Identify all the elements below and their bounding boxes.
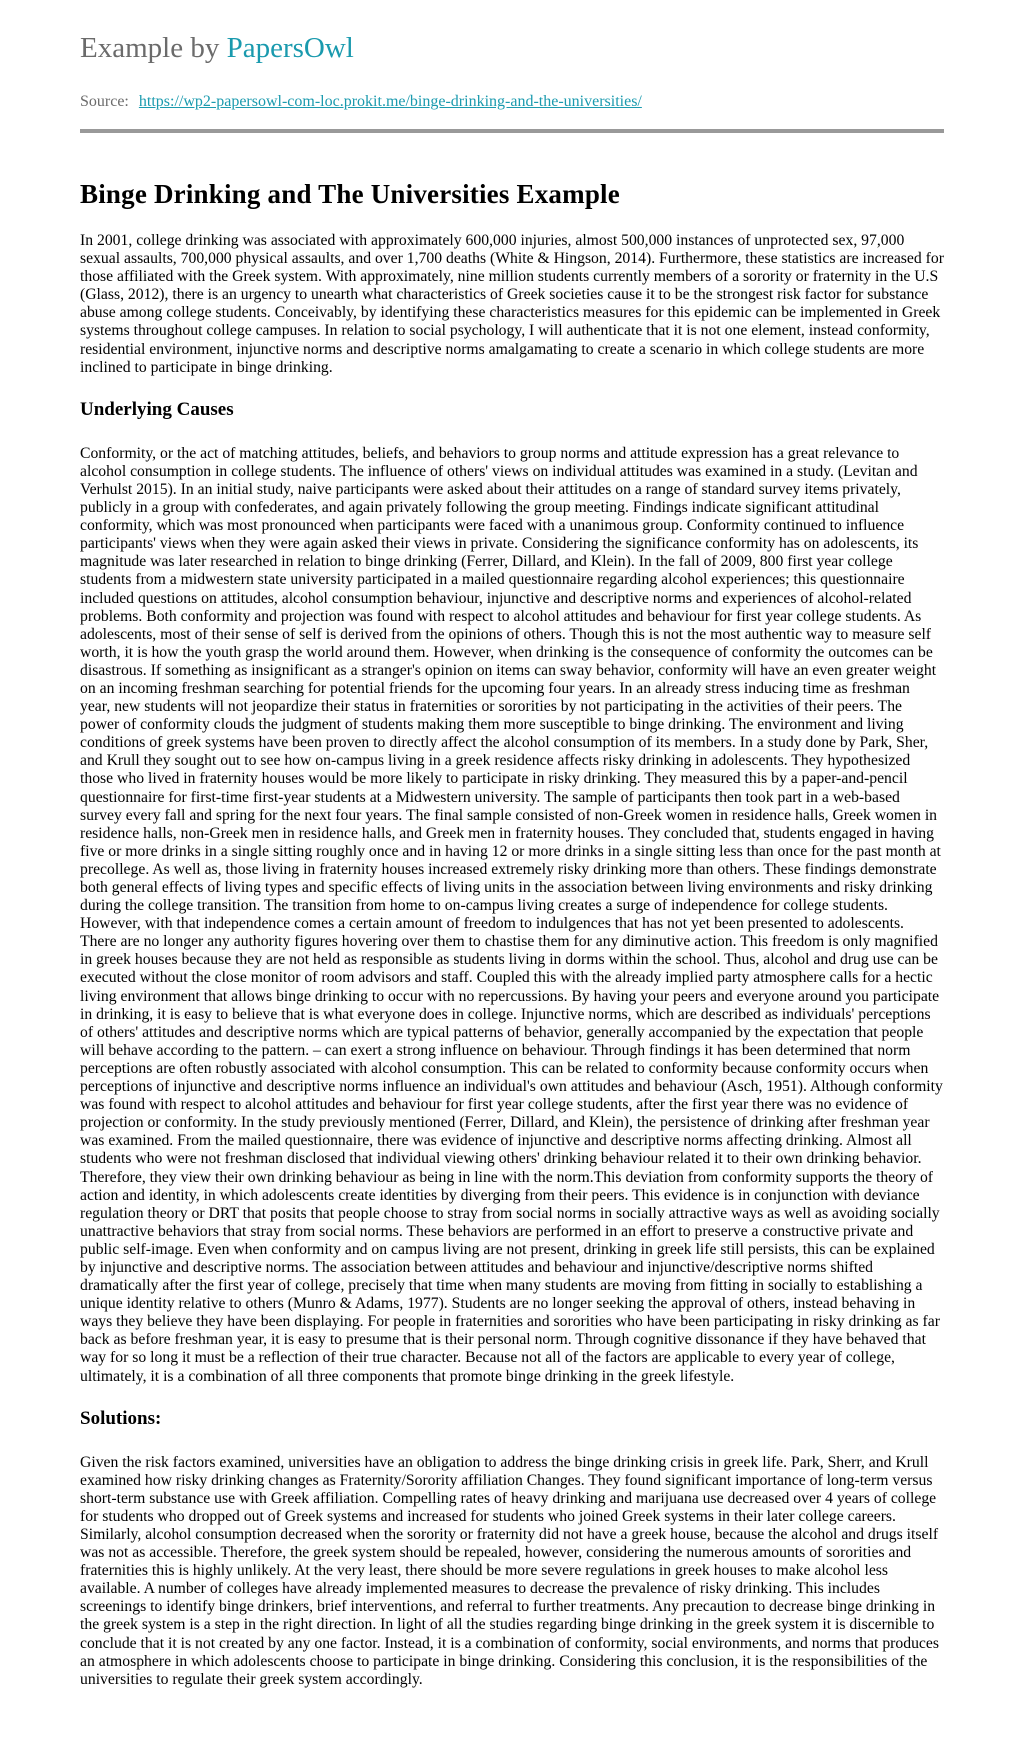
intro-paragraph: In 2001, college drinking was associated with approximately 600,000 injuries, almost 500,000 instances of unprotected sex, 97,000 sexual assaults, 700,000 physical assaults, and over 1,700 deaths (White & Hingson, 2014). Furthermore, these statistics are increased for those affiliated with the Greek system. With approximately, nine million students currently members of a sorority or fraternity in the U.S (Glass, 2012), there is an urgency to unearth what characteristics of Greek societies cause it to be the strongest risk factor for substance abuse among college students. Conceivably, by identifying these characteristics measures for this epidemic can be implemented in Greek systems throughout college campuses. In relation to social psychology, I will authenticate that it is not one element, instead conformity, residential environment, injunctive norms and descriptive norms amalgamating to create a scenario in which college students are more inclined to participate in binge drinking. (80, 232, 944, 376)
document-header (80, 32, 944, 65)
header-prefix: Example by (80, 32, 227, 64)
source-url-link[interactable]: https://wp2-papersowl-com-loc.prokit.me/binge-drinking-and-the-universities/ (138, 93, 642, 110)
header-divider (80, 129, 944, 133)
source-label: Source: (80, 93, 129, 110)
underlying-causes-paragraph: Conformity, or the act of matching attitudes, beliefs, and behaviors to group norms and attitude expression has a great relevance to alcohol consumption in college students. The influence of others' views on individual attitudes was examined in a study. (Levitan and Verhulst 2015). In an initial study, naive participants were asked about their attitudes on a range of standard survey items privately, publicly in a group with confederates, and again privately following the group meeting. Findings indicate significant attitudinal conformity, which was most pronounced when participants were faced with a unanimous group. Conformity continued to influence participants' views when they were again asked their views in private. Considering the significance conformity has on adolescents, its magnitude was later researched in relation to binge drinking (Ferrer, Dillard, and Klein). In the fall of 2009, 800 first year college students from a midwestern state university participated in a mailed questionnaire regarding alcohol experiences; this questionnaire included questions on attitudes, alcohol consumption behaviour, injunctive and descriptive norms and experiences of alcohol-related problems. Both conformity and projection was found with respect to alcohol attitudes and behaviour for first year college students. As adolescents, most of their sense of self is derived from the opinions of others. Though this is not the most authentic way to measure self worth, it is how the youth grasp the world around them. However, when drinking is the consequence of conformity the outcomes can be disastrous. If something as insignificant as a stranger's opinion on items can sway behavior, conformity will have an even greater weight on an incoming freshman searching for potential friends for the upcoming four years. In an already stress inducing time as freshman year, new students will not jeopardize their status in fraternities or sororities by not participating in the activities of their peers. The power of conformity clouds the judgment of students making them more susceptible to binge drinking. The environment and living conditions of greek systems have been proven to directly affect the alcohol consumption of its members. In a study done by Park, Sher, and Krull they sought out to see how on-campus living in a greek residence affects risky drinking in adolescents. They hypothesized those who lived in fraternity houses would be more likely to participate in risky drinking. They measured this by a paper-and-pencil questionnaire for first-time first-year students at a Midwestern university. The sample of participants then took part in a web-based survey every fall and spring for the next four years. The final sample consisted of non-Greek women in residence halls, Greek women in residence halls, non-Greek men in residence halls, and Greek men in fraternity houses. They concluded that, students engaged in having five or more drinks in a single sitting roughly once and in having 12 or more drinks in a single sitting less than once for the past month at precollege. As well as, those living in fraternity houses increased extremely risky drinking more than others. These findings demonstrate both general effects of living types and specific effects of living units in the association between living environments and risky drinking during the college transition. The transition from home to on-campus living creates a surge of independence for college students. However, with that independence comes a certain amount of freedom to indulgences that has not yet been presented to adolescents. There are no longer any authority figures hovering over them to chastise them for any diminutive action. This freedom is only magnified in greek houses because they are not held as responsible as students living in dorms within the school. Thus, alcohol and drug use can be executed without the close monitor of room advisors and staff. Coupled this with the already implied party atmosphere calls for a hectic living environment that allows binge drinking to occur with no repercussions. By having your peers and everyone around you participate in drinking, it is easy to believe that is what everyone does in college. Injunctive norms, which are described as individuals' perceptions of others' attitudes and descriptive norms which are typical patterns of behavior, generally accompanied by the expectation that people will behave according to the pattern. – can exert a strong influence on behaviour. Through findings it has been determined that norm perceptions are often robustly associated with alcohol consumption. This can be related to conformity because conformity occurs when perceptions of injunctive and descriptive norms influence an individual's own attitudes and behaviour (Asch, 1951). Although conformity was found with respect to alcohol attitudes and behaviour for first year college students, after the first year there was no evidence of projection or conformity. In the study previously mentioned (Ferrer, Dillard, and Klein), the persistence of drinking after freshman year was examined. From the mailed questionnaire, there was evidence of injunctive and descriptive norms affecting drinking. Almost all students who were not freshman disclosed that individual viewing others' drinking behaviour related it to their own drinking behavior. Therefore, they view their own drinking behaviour as being in line with the norm.This deviation from conformity supports the theory of action and identity, in which adolescents create identities by diverging from their peers. This evidence is in conjunction with deviance regulation theory or DRT that posits that people choose to stray from social norms in socially attractive ways as well as avoiding socially unattractive behaviors that stray from social norms. These behaviors are performed in an effort to preserve a constructive private and public self-image. Even when conformity and on campus living are not present, drinking in greek life still persists, this can be explained by injunctive and descriptive norms. The association between attitudes and behaviour and injunctive/descriptive norms shifted dramatically after the first year of college, precisely that time when many students are moving from fitting in socially to establishing a unique identity relative to others (Munro & Adams, 1977). Students are no longer seeking the approval of others, instead behaving in ways they believe they have been displaying. For people in fraternities and sororities who have been participating in risky drinking as far back as before freshman year, it is easy to presume that is their personal norm. Through cognitive dissonance if they have behaved that way for so long it must be a reflection of their true character. Because not all of the factors are applicable to every year of college, ultimately, it is a combination of all three components that promote binge drinking in the greek lifestyle. (80, 444, 943, 1385)
source-line (80, 93, 944, 111)
section-heading-underlying-causes: Underlying Causes (80, 398, 234, 420)
section-heading-solutions: Solutions: (80, 1407, 162, 1429)
article-title: Binge Drinking and The Universities Example (80, 179, 620, 209)
papersowl-brand-link[interactable]: PapersOwl (226, 32, 354, 64)
solutions-paragraph: Given the risk factors examined, universities have an obligation to address the binge drinking crisis in greek life. Park, Sherr, and Krull examined how risky drinking changes as Fraternity/Sorority affiliation Changes. They found significant importance of long-term versus short-term substance use with Greek affiliation. Compelling rates of heavy drinking and marijuana use decreased over 4 years of college for students who dropped out of Greek systems and increased for students who joined Greek systems in their later college careers. Similarly, alcohol consumption decreased when the sorority or fraternity did not have a greek house, because the alcohol and drugs itself was not as accessible. Therefore, the greek system should be repealed, however, considering the numerous amounts of sororities and fraternities this is highly unlikely. At the very least, there should be more severe regulations in greek houses to make alcohol less available. A number of colleges have already implemented measures to decrease the prevalence of risky drinking. This includes screenings to identify binge drinkers, brief interventions, and referral to further treatments. Any precaution to decrease binge drinking in the greek system is a step in the right direction. In light of all the studies regarding binge drinking in the greek system it is discernible to conclude that it is not created by any one factor. Instead, it is a combination of conformity, social environments, and norms that produces an atmosphere in which adolescents choose to participate in binge drinking. Considering this conclusion, it is the responsibilities of the universities to regulate their greek system accordingly. (80, 1453, 939, 1688)
